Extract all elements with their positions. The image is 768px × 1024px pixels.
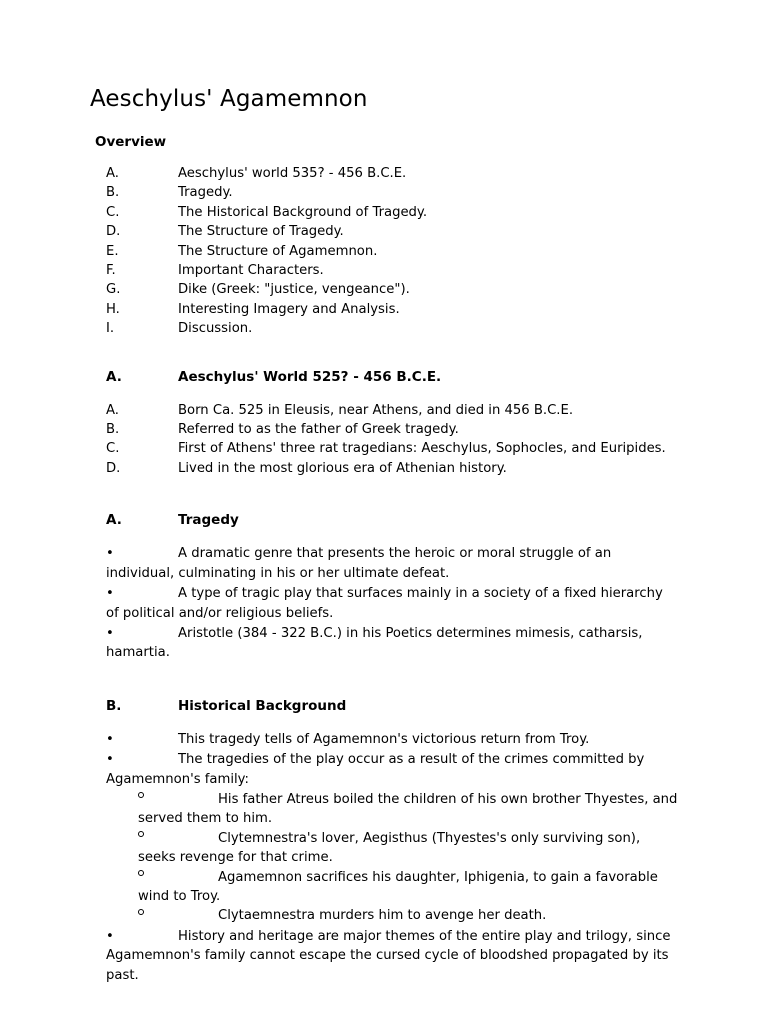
list-item-label: B.: [106, 422, 120, 438]
hollow-bullet-icon: [138, 791, 152, 804]
bullet-marker: •: [106, 731, 114, 747]
list-item-text: Interesting Imagery and Analysis.: [178, 301, 400, 317]
list-item-text: The tragedies of the play occur as a result of the crimes committed by Agamemnon's family:: [106, 752, 645, 787]
list-item: [106, 242, 678, 261]
list-item-label: G.: [106, 282, 121, 298]
list-item: [106, 544, 678, 583]
list-item: [138, 790, 678, 829]
list-item-text: Aeschylus' world 535? - 456 B.C.E.: [178, 166, 407, 181]
list-item-label: D.: [106, 224, 121, 240]
list-item: [106, 401, 678, 420]
overview-list: [90, 164, 678, 339]
list-item-text: A dramatic genre that presents the heroic or moral struggle of an individual, culminating in his or her ultimate defeat.: [106, 546, 612, 581]
list-item: [106, 164, 678, 183]
spacer: [90, 339, 678, 369]
sub-bullet-list: [106, 790, 678, 926]
section-tragedy-bullets: [90, 544, 678, 662]
list-item-text: Born Ca. 525 in Eleusis, near Athens, and died in 456 B.C.E.: [178, 402, 574, 418]
bullet-marker: •: [106, 625, 114, 641]
spacer: [90, 478, 678, 512]
section-tragedy-title: Tragedy: [178, 512, 239, 529]
section-world-heading: [90, 369, 678, 385]
section-historical-bullets: [90, 730, 678, 985]
list-item: [106, 584, 678, 623]
section-world-title: Aeschylus' World 525? - 456 B.C.E.: [178, 368, 442, 385]
hollow-bullet-icon: [138, 907, 152, 920]
list-item-text: Aristotle (384 - 322 B.C.) in his Poetics determines mimesis, catharsis, hamartia.: [106, 625, 643, 661]
list-item-text: Clytaemnestra murders him to avenge her death.: [218, 908, 547, 924]
section-tragedy-heading: [90, 512, 678, 528]
list-item-text: Referred to as the father of Greek tragedy.: [178, 422, 459, 438]
list-item: [106, 750, 678, 926]
hollow-bullet-icon: [138, 830, 152, 843]
list-item: [106, 300, 678, 319]
list-item: [106, 730, 678, 749]
list-item-label: C.: [106, 204, 120, 220]
overview-heading: Overview: [95, 134, 167, 150]
list-item: [106, 927, 678, 985]
list-item-text: Important Characters.: [178, 263, 324, 279]
list-item: [106, 203, 678, 222]
list-item-text: His father Atreus boiled the children of his own brother Thyestes, and served them to him.: [138, 791, 678, 827]
list-item-label: A.: [106, 402, 119, 418]
list-item-text: Agamemnon sacrifices his daughter, Iphigenia, to gain a favorable wind to Troy.: [138, 869, 658, 904]
list-item-text: The Structure of Tragedy.: [178, 224, 344, 240]
list-item-text: Dike (Greek: "justice, vengeance").: [178, 282, 410, 298]
list-item-label: H.: [106, 301, 120, 317]
list-item: [106, 439, 678, 458]
list-item-text: The Structure of Agamemnon.: [178, 243, 378, 259]
list-item-text: The Historical Background of Tragedy.: [178, 204, 428, 220]
list-item-label: E.: [106, 243, 119, 259]
list-item-text: First of Athens' three rat tragedians: Aeschylus, Sophocles, and Euripides.: [178, 441, 666, 457]
list-item-label: A.: [106, 166, 119, 181]
section-historical-title: Historical Background: [178, 697, 347, 714]
bullet-marker: •: [106, 752, 114, 768]
list-item-label: F.: [106, 263, 116, 279]
list-item-text: Tragedy.: [178, 185, 233, 201]
list-item: [106, 280, 678, 299]
bullet-marker: •: [106, 546, 114, 562]
section-historical-heading: [90, 698, 678, 714]
list-item: [106, 183, 678, 202]
list-item-label: D.: [106, 460, 121, 476]
list-item-label: C.: [106, 441, 120, 457]
list-item: [138, 829, 678, 868]
list-item: [106, 261, 678, 280]
list-item: [138, 868, 678, 907]
section-world-list: [90, 401, 678, 479]
list-item: [106, 420, 678, 439]
list-item-text: A type of tragic play that surfaces mainly in a society of a fixed hierarchy of political and/or religious beliefs.: [106, 586, 663, 621]
section-world-label: A.: [106, 368, 122, 385]
list-item-text: Lived in the most glorious era of Athenian history.: [178, 460, 507, 476]
list-item: [138, 906, 678, 925]
section-tragedy-label: A.: [106, 512, 122, 529]
spacer: [90, 664, 678, 698]
list-item-text: History and heritage are major themes of the entire play and trilogy, since Agamemnon's family cannot escape the cursed cycle of bloodshed propagated by its past.: [106, 928, 671, 983]
list-item-label: I.: [106, 321, 115, 337]
page-title: Aeschylus' Agamemnon: [90, 86, 368, 112]
list-item: [106, 319, 678, 338]
list-item: [106, 624, 678, 663]
bullet-marker: •: [106, 586, 114, 602]
list-item-label: B.: [106, 185, 120, 201]
hollow-bullet-icon: [138, 869, 152, 882]
list-item: [106, 222, 678, 241]
list-item-text: This tragedy tells of Agamemnon's victorious return from Troy.: [178, 731, 590, 747]
list-item: [106, 459, 678, 478]
bullet-marker: •: [106, 928, 114, 944]
list-item-text: Discussion.: [178, 321, 253, 337]
section-historical-label: B.: [106, 697, 122, 714]
list-item-text: Clytemnestra's lover, Aegisthus (Thyestes's only surviving son), seeks revenge for that crime.: [138, 830, 641, 866]
